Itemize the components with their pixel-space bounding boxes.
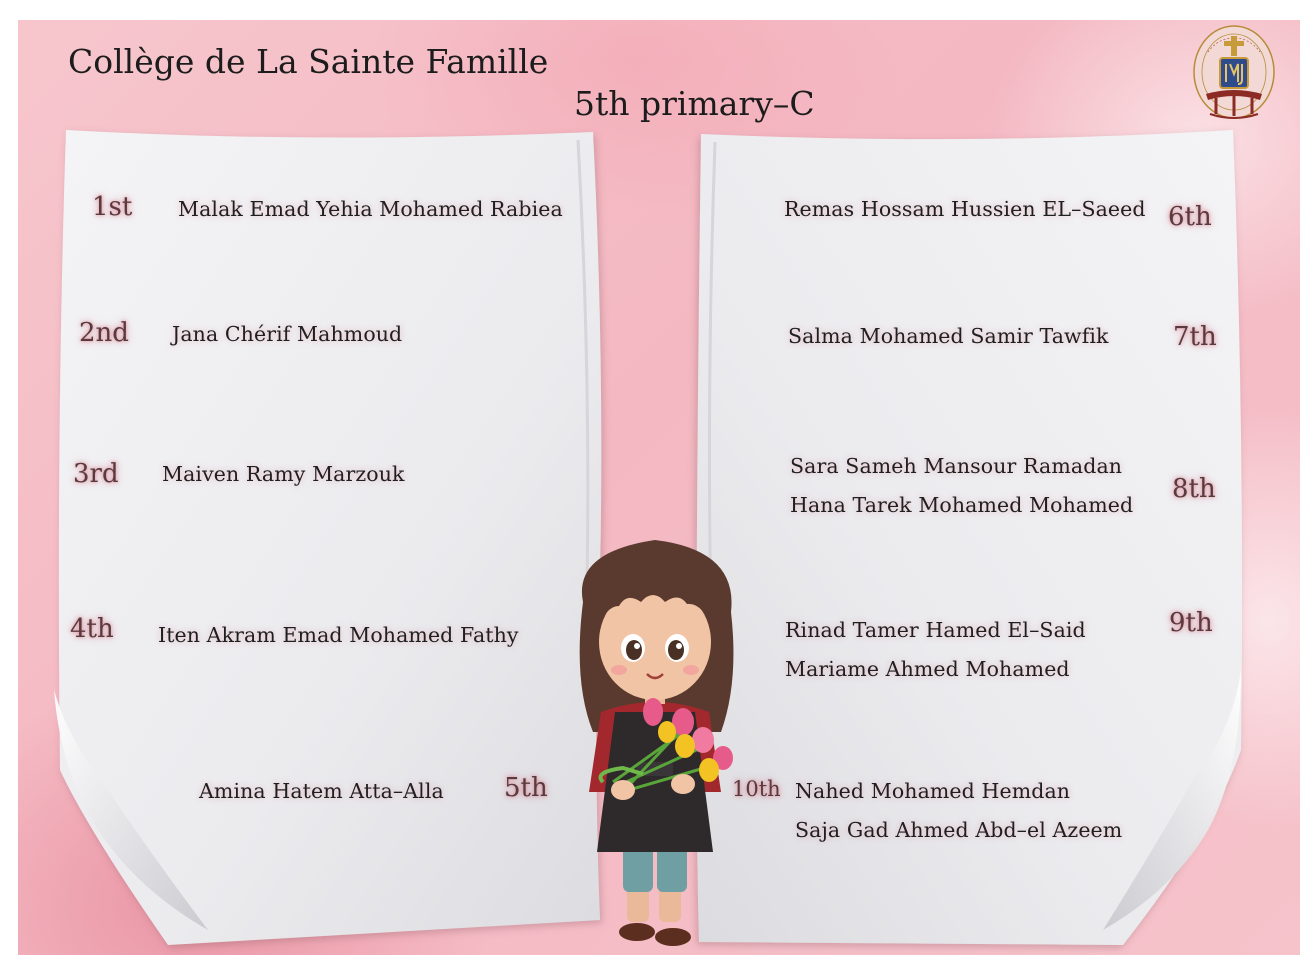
rank-4: 4th [70, 614, 114, 644]
student-name-8b: Hana Tarek Mohamed Mohamed [790, 493, 1134, 517]
student-name-10a: Nahed Mohamed Hemdan [795, 779, 1071, 803]
rank-9: 9th [1169, 608, 1213, 638]
class-name: 5th primary–C [574, 84, 815, 123]
school-crest-icon [1190, 22, 1278, 126]
rank-8: 8th [1172, 474, 1216, 504]
student-name-9a: Rinad Tamer Hamed El–Said [785, 618, 1086, 642]
student-name-3: Maiven Ramy Marzouk [162, 462, 405, 486]
student-name-6: Remas Hossam Hussien EL–Saeed [784, 197, 1146, 221]
rank-7: 7th [1173, 322, 1217, 352]
student-name-5: Amina Hatem Atta–Alla [199, 779, 444, 803]
student-name-4: Iten Akram Emad Mohamed Fathy [158, 623, 519, 647]
school-name: Collège de La Sainte Famille [68, 42, 549, 81]
student-name-9b: Mariame Ahmed Mohamed [785, 657, 1070, 681]
student-name-8a: Sara Sameh Mansour Ramadan [790, 454, 1123, 478]
rank-1: 1st [92, 192, 133, 222]
rank-3: 3rd [73, 459, 119, 489]
left-paper-shape [48, 130, 600, 945]
rank-10: 10th [732, 777, 781, 801]
certificate-poster [18, 20, 1300, 955]
student-name-1: Malak Emad Yehia Mohamed Rabiea [178, 197, 563, 221]
left-paper-sheet [48, 130, 600, 945]
student-name-7: Salma Mohamed Samir Tawfik [788, 324, 1109, 348]
student-name-10b: Saja Gad Ahmed Abd–el Azeem [795, 818, 1123, 842]
rank-6: 6th [1168, 202, 1212, 232]
girl-with-tulips-illustration [553, 532, 758, 955]
student-name-2: Jana Chérif Mahmoud [172, 322, 403, 346]
rank-2: 2nd [79, 318, 129, 348]
rank-5: 5th [504, 773, 548, 803]
